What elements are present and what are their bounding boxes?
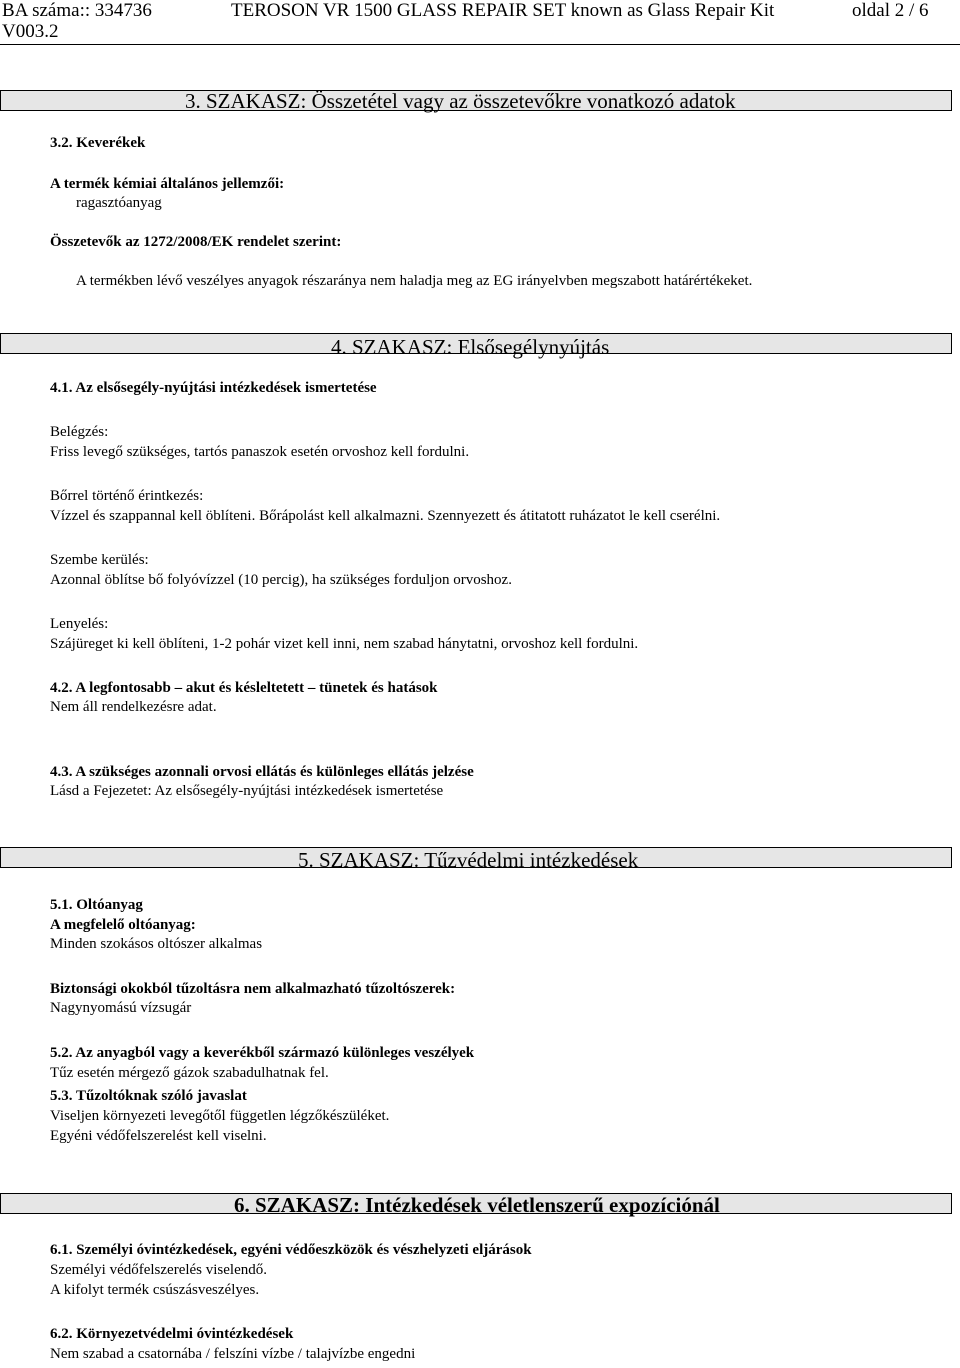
document-version: V003.2	[2, 21, 59, 42]
section5-3-heading: 5.3. Tűzoltóknak szóló javaslat	[50, 1088, 247, 1104]
header-divider	[0, 44, 960, 45]
inhalation-text: Friss levegő szükséges, tartós panaszok esetén orvoshoz kell fordulni.	[50, 444, 470, 460]
chemical-characteristics-label: A termék kémiai általános jellemzői:	[50, 176, 285, 192]
section4-1-heading: 4.1. Az elsősegély-nyújtási intézkedések ismertetése	[50, 380, 377, 396]
section5-title: 5. SZAKASZ: Tűzvédelmi intézkedések	[298, 848, 639, 872]
section6-1-text-2: A kifolyt termék csúszásveszélyes.	[50, 1282, 260, 1298]
product-name: TEROSON VR 1500 GLASS REPAIR SET known as Glass Repair Kit	[231, 0, 775, 21]
section6-1-text-1: Személyi védőfelszerelés viselendő.	[50, 1262, 268, 1278]
unsuitable-media-label: Biztonsági okokból tűzoltásra nem alkalmazható tűzoltószerek:	[50, 981, 456, 997]
document-number: BA száma:: 334736	[2, 0, 152, 21]
components-label: Összetevők az 1272/2008/EK rendelet szerint:	[50, 234, 342, 250]
eye-contact-label: Szembe kerülés:	[50, 552, 149, 568]
section5-3-text-1: Viseljen környezeti levegőtől független légzőkészüléket.	[50, 1108, 390, 1124]
page-number: oldal 2 / 6	[852, 0, 929, 21]
ingestion-text: Szájüreget ki kell öblíteni, 1-2 pohár vizet kell inni, nem szabad hánytatni, orvoshoz kell fordulni.	[50, 636, 639, 652]
section4-2-heading: 4.2. A legfontosabb – akut és késleltetett – tünetek és hatások	[50, 680, 438, 696]
section5-2-heading: 5.2. Az anyagból vagy a keverékből származó különleges veszélyek	[50, 1045, 475, 1061]
section5-3-text-2: Egyéni védőfelszerelést kell viselni.	[50, 1128, 267, 1144]
section3-title: 3. SZAKASZ: Összetétel vagy az összetevőkre vonatkozó adatok	[185, 89, 736, 113]
section6-2-text: Nem szabad a csatornába / felszíni vízbe / talajvízbe engedni	[50, 1346, 416, 1362]
section6-1-heading: 6.1. Személyi óvintézkedések, egyéni védőeszközök és vészhelyzeti eljárások	[50, 1242, 532, 1258]
skin-contact-label: Bőrrel történő érintkezés:	[50, 488, 204, 504]
section6-2-heading: 6.2. Környezetvédelmi óvintézkedések	[50, 1326, 294, 1342]
section4-2-text: Nem áll rendelkezésre adat.	[50, 699, 217, 715]
section4-3-text: Lásd a Fejezetet: Az elsősegély-nyújtási intézkedések ismertetése	[50, 783, 444, 799]
inhalation-label: Belégzés:	[50, 424, 109, 440]
section3-2-heading: 3.2. Keverékek	[50, 135, 146, 151]
eye-contact-text: Azonnal öblítse bő folyóvízzel (10 percig), ha szükséges forduljon orvoshoz.	[50, 572, 512, 588]
skin-contact-text: Vízzel és szappannal kell öblíteni. Bőrápolást kell alkalmazni. Szennyezett és átitatott ruházatot le kell cserélni.	[50, 508, 721, 524]
suitable-media-text: Minden szokásos oltószer alkalmas	[50, 936, 263, 952]
components-text: A termékben lévő veszélyes anyagok részaránya nem haladja meg az EG irányelvben megszabott határértékeket.	[76, 273, 753, 289]
chemical-characteristics-value: ragasztóanyag	[76, 195, 162, 211]
ingestion-label: Lenyelés:	[50, 616, 109, 632]
suitable-media-label: A megfelelő oltóanyag:	[50, 917, 196, 933]
section5-2-text: Tűz esetén mérgező gázok szabadulhatnak fel.	[50, 1065, 329, 1081]
section4-title: 4. SZAKASZ: Elsősegélynyújtás	[331, 335, 610, 359]
unsuitable-media-text: Nagynyomású vízsugár	[50, 1000, 192, 1016]
section5-1-heading: 5.1. Oltóanyag	[50, 897, 143, 913]
section4-3-heading: 4.3. A szükséges azonnali orvosi ellátás és különleges ellátás jelzése	[50, 764, 474, 780]
section6-title: 6. SZAKASZ: Intézkedések véletlenszerű expozíciónál	[234, 1193, 720, 1217]
